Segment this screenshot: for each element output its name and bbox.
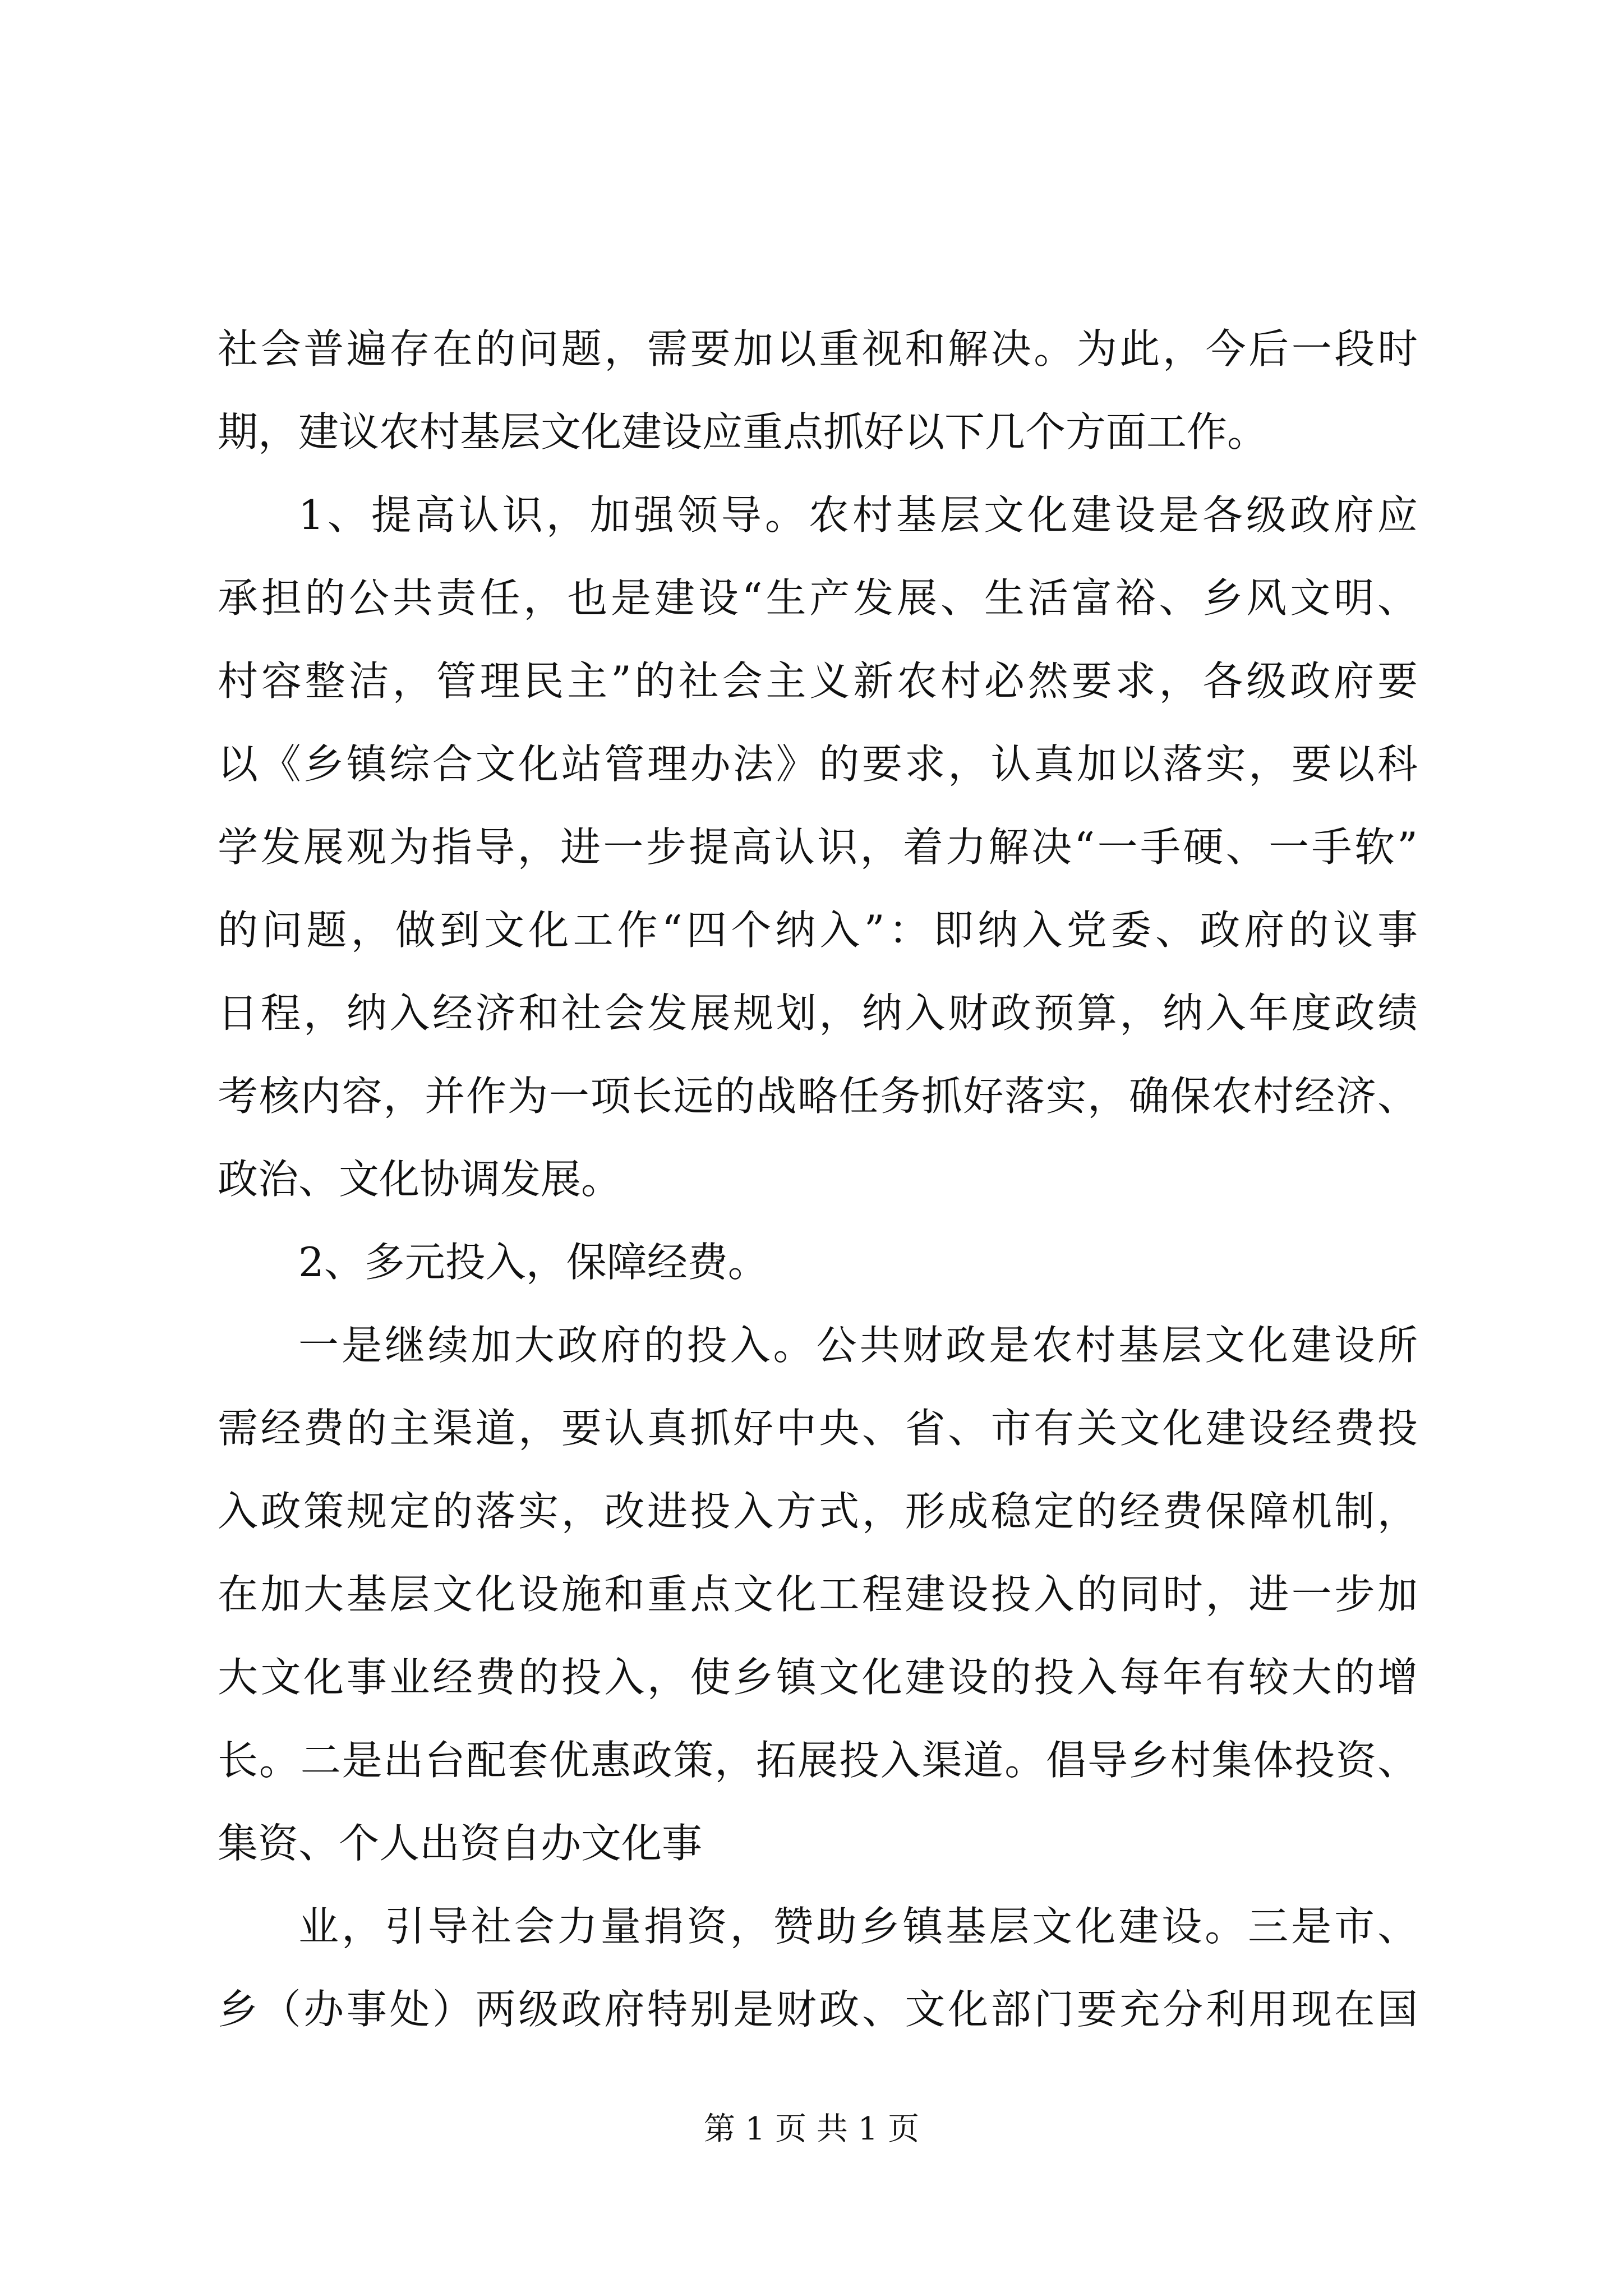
- text-line: 期，建议农村基层文化建设应重点抓好以下几个方面工作。: [218, 408, 1268, 455]
- text-line: 业，引导社会力量捐资，赞助乡镇基层文化建设。三是市、: [298, 1903, 1418, 1950]
- text-line: 长。二是出台配套优惠政策，拓展投入渠道。倡导乡村集体投资、: [218, 1737, 1418, 1784]
- text-line: 入政策规定的落实，改进投入方式，形成稳定的经费保障机制，: [218, 1488, 1418, 1535]
- page-number-footer: 第 1 页 共 1 页: [703, 2111, 920, 2147]
- text-line: 考核内容，并作为一项长远的战略任务抓好落实，确保农村经济、: [218, 1073, 1418, 1120]
- text-line: 的问题，做到文化工作“四个纳入”：即纳入党委、政府的议事: [218, 907, 1418, 954]
- text-line: 1、提高认识，加强领导。农村基层文化建设是各级政府应: [298, 491, 1418, 539]
- text-line: 集资、个人出资自办文化事: [218, 1820, 703, 1867]
- text-line: 乡（办事处）两级政府特别是财政、文化部门要充分利用现在国: [218, 1986, 1418, 2033]
- text-line: 学发展观为指导，进一步提高认识，着力解决“一手硬、一手软”: [218, 823, 1418, 871]
- text-line: 社会普遍存在的问题，需要加以重视和解决。为此，今后一段时: [218, 325, 1418, 372]
- text-line: 日程，纳入经济和社会发展规划，纳入财政预算，纳入年度政绩: [218, 990, 1418, 1037]
- text-line: 2、多元投入，保障经费。: [298, 1239, 768, 1286]
- text-line: 一是继续加大政府的投入。公共财政是农村基层文化建设所: [298, 1322, 1418, 1369]
- text-line: 在加大基层文化设施和重点文化工程建设投入的同时，进一步加: [218, 1571, 1418, 1618]
- text-line: 承担的公共责任，也是建设“生产发展、生活富裕、乡风文明、: [218, 574, 1418, 622]
- text-line: 政治、文化协调发展。: [218, 1156, 622, 1203]
- text-line: 需经费的主渠道，要认真抓好中央、省、市有关文化建设经费投: [218, 1405, 1418, 1452]
- document-body: [218, 307, 1418, 2051]
- text-line: 大文化事业经费的投入，使乡镇文化建设的投入每年有较大的增: [218, 1654, 1418, 1701]
- text-line: 村容整洁，管理民主”的社会主义新农村必然要求，各级政府要: [218, 657, 1418, 705]
- text-line: 以《乡镇综合文化站管理办法》的要求，认真加以落实，要以科: [218, 740, 1418, 788]
